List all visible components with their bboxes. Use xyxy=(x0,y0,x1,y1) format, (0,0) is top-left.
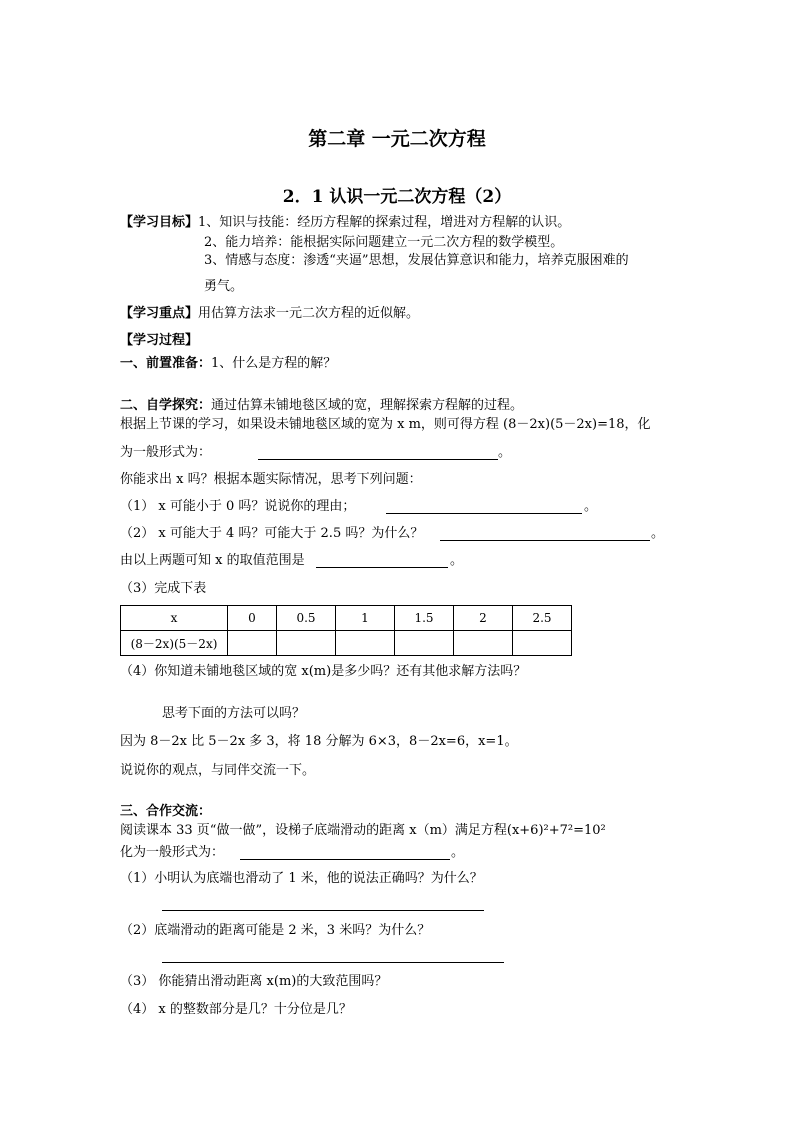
s3-question-3: （3） 你能猜出滑动距离 x(m)的大致范围吗？ xyxy=(120,974,388,989)
s3-tag: 三、合作交流： xyxy=(120,804,212,819)
s3-paragraph-2-end: 。 xyxy=(451,845,465,860)
s2-paragraph-2: 为一般形式为： xyxy=(120,445,212,460)
s2-paragraph-2-end: 。 xyxy=(498,445,512,460)
table-input-cell[interactable] xyxy=(395,631,454,656)
focus-line xyxy=(120,305,419,323)
s2-paragraph-1: 根据上节课的学习，如果设未铺地毯区域的宽为 x m，则可得方程 (8－2x)(5－2x)=18，化 xyxy=(120,417,651,432)
s2-line xyxy=(120,397,523,415)
process-tag: 【学习过程】 xyxy=(120,333,199,348)
question-4: （4）你知道未铺地毯区域的宽 x(m)是多少吗？还有其他求解方法吗？ xyxy=(120,664,527,679)
range-line: 由以上两题可知 x 的取值范围是 xyxy=(120,553,305,568)
s3-general-form-blank[interactable] xyxy=(240,859,450,860)
table-cell: 0.5 xyxy=(277,606,336,631)
table-cell: x xyxy=(121,606,228,631)
table-input-cell[interactable] xyxy=(228,631,277,656)
table-cell: 1.5 xyxy=(395,606,454,631)
s1-text: 1、什么是方程的解？ xyxy=(211,356,337,371)
s2-paragraph-3: 你能求出 x 吗？根据本题实际情况，思考下列问题： xyxy=(120,472,422,487)
table-cell: (8－2x)(5－2x) xyxy=(121,631,228,656)
table-cell: 2.5 xyxy=(513,606,572,631)
s3-question-2: （2）底端滑动的距离可能是 2 米，3 米吗？为什么？ xyxy=(120,923,431,938)
section-title: 2．1 认识一元二次方程（2） xyxy=(282,187,512,207)
question-2-blank[interactable] xyxy=(440,540,650,541)
s2-text: 通过估算未铺地毯区域的宽，理解探索方程解的过程。 xyxy=(211,398,524,413)
table-input-cell[interactable] xyxy=(454,631,513,656)
table-input-cell[interactable] xyxy=(336,631,395,656)
goal-item-1: 1、知识与技能：经历方程解的探索过程，增进对方程解的认识。 xyxy=(198,215,571,230)
question-2-end: 。 xyxy=(651,526,665,541)
question-2: （2） x 可能大于 4 吗？可能大于 2.5 吗？为什么？ xyxy=(120,526,424,541)
question-1-blank[interactable] xyxy=(386,513,582,514)
s3-question-4: （4） x 的整数部分是几？十分位是几？ xyxy=(120,1002,352,1017)
s1-line xyxy=(120,355,336,373)
table-row xyxy=(121,631,572,656)
discuss-line: 说说你的观点，与同伴交流一下。 xyxy=(120,763,316,778)
goal-item-2: 2、能力培养：能根据实际问题建立一元二次方程的数学模型。 xyxy=(204,235,564,250)
question-3: （3）完成下表 xyxy=(120,581,207,596)
table-input-cell[interactable] xyxy=(277,631,336,656)
because-line: 因为 8－2x 比 5－2x 多 3，将 18 分解为 6×3，8－2x=6，x=1。 xyxy=(120,734,518,749)
table-input-cell[interactable] xyxy=(513,631,572,656)
s3-question-1: （1）小明认为底端也滑动了 1 米，他的说法正确吗？为什么？ xyxy=(120,871,483,886)
focus-tag: 【学习重点】 xyxy=(120,306,199,321)
s3-question-2-answer-line[interactable] xyxy=(162,962,504,963)
range-end: 。 xyxy=(450,553,464,568)
table-row xyxy=(121,606,572,631)
table-cell: 0 xyxy=(228,606,277,631)
question-1-end: 。 xyxy=(584,499,598,514)
range-blank[interactable] xyxy=(316,567,448,568)
s2-tag: 二、自学探究： xyxy=(120,398,212,413)
question-1: （1） x 可能小于 0 吗？说说你的理由； xyxy=(120,499,356,514)
value-table xyxy=(120,605,572,656)
s3-question-1-answer-line[interactable] xyxy=(162,910,484,911)
table-cell: 1 xyxy=(336,606,395,631)
general-form-blank[interactable] xyxy=(258,459,498,460)
s1-tag: 一、前置准备： xyxy=(120,356,212,371)
goals-tag: 【学习目标】 xyxy=(120,215,199,230)
goal-item-3-cont: 勇气。 xyxy=(204,279,244,294)
s3-paragraph-2: 化为一般形式为： xyxy=(120,845,225,860)
table-cell: 2 xyxy=(454,606,513,631)
chapter-title: 第二章 一元二次方程 xyxy=(308,128,486,150)
goals-line-1 xyxy=(120,214,570,232)
goal-item-3: 3、情感与态度：渗透“夹逼”思想，发展估算意识和能力，培养克服困难的 xyxy=(204,253,629,268)
think-line: 思考下面的方法可以吗？ xyxy=(162,706,306,721)
focus-text: 用估算方法求一元二次方程的近似解。 xyxy=(198,306,420,321)
s3-paragraph-1: 阅读课本 33 页“做一做”，设梯子底端滑动的距离 x（m）满足方程(x+6)²+7²=10² xyxy=(120,823,606,838)
